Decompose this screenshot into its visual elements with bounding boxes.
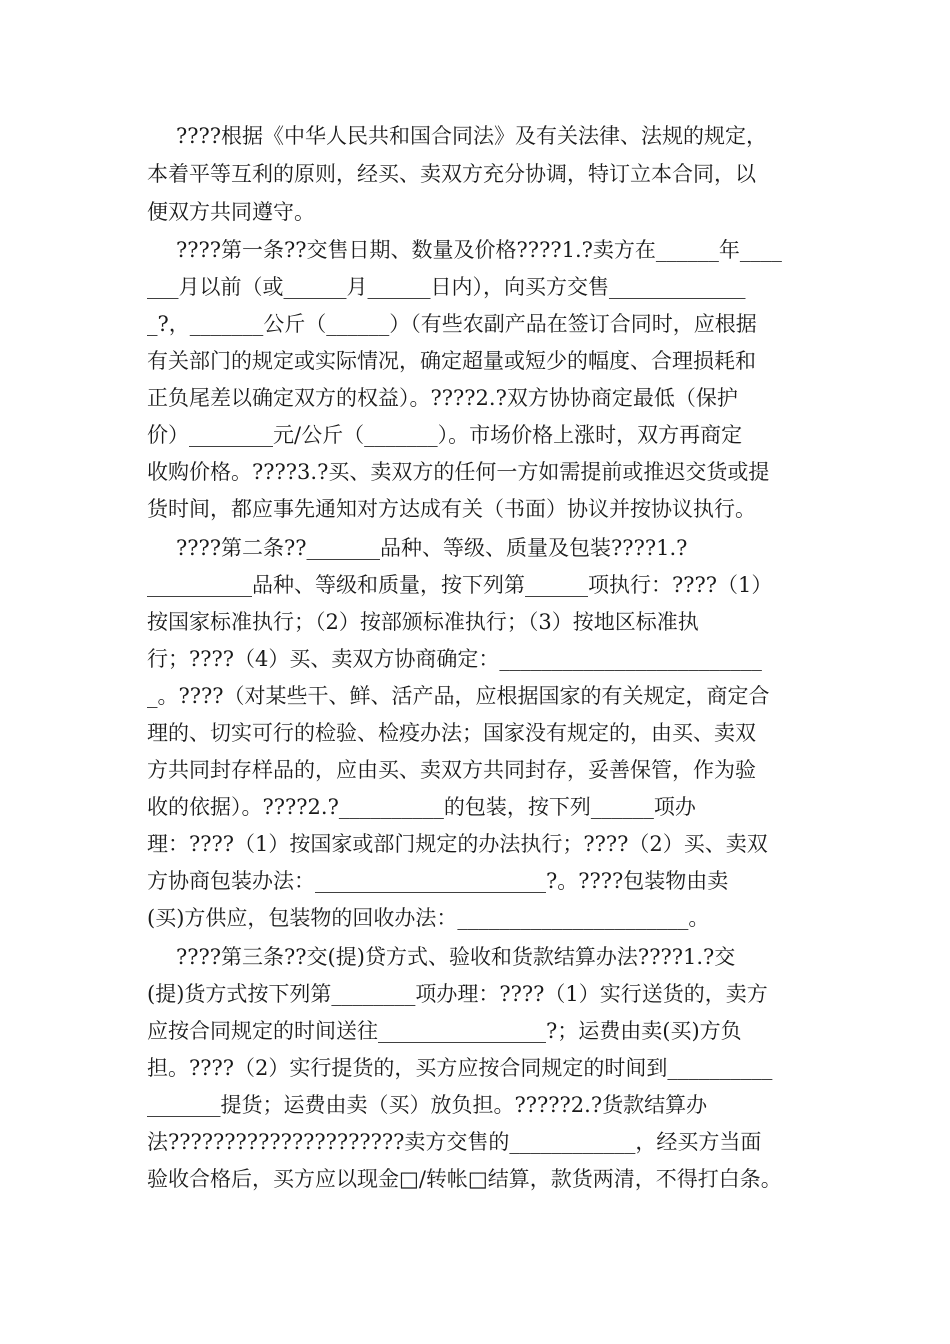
paragraph-line: __________品种、等级和质量，按下列第______项执行：????（1）	[147, 573, 773, 597]
paragraph-line: (提)货方式按下列第________项办理：????（1）实行送货的，卖方	[147, 982, 768, 1006]
paragraph-line: 方共同封存样品的，应由买、卖双方共同封存，妥善保管，作为验	[147, 758, 756, 782]
paragraph-line: 理的、切实可行的检验、检疫办法；国家没有规定的，由买、卖双	[147, 721, 756, 745]
paragraph-line: 货时间，都应事先通知对方达成有关（书面）协议并按协议执行。	[147, 497, 756, 521]
paragraph-line: 方协商包装办法：______________________?。????包装物由卖	[147, 869, 729, 893]
paragraph-line: ????根据《中华人民共和国合同法》及有关法律、法规的规定，	[176, 124, 768, 148]
paragraph-line: 法?????????????????????卖方交售的____________，经买方当面	[147, 1130, 762, 1154]
paragraph-line: _。????（对某些干、鲜、活产品，应根据国家的有关规定，商定合	[147, 684, 770, 708]
paragraph-line: 便双方共同遵守。	[147, 200, 315, 224]
paragraph-line: _?，_______公斤（______）（有些农副产品在签订合同时，应根据	[147, 312, 757, 336]
paragraph-line: 收的依据）。????2.?__________的包装，按下列______项办	[147, 795, 696, 819]
paragraph-line: 正负尾差以确定双方的权益）。????2.?双方协协商定最低（保护	[147, 386, 738, 410]
paragraph-line: 应按合同规定的时间送往________________?；运费由卖(买)方负	[147, 1019, 742, 1043]
paragraph-line: 担。????（2）实行提货的，买方应按合同规定的时间到__________	[147, 1056, 773, 1080]
paragraph-line: (买)方供应，包装物的回收办法：______________________。	[147, 906, 710, 930]
paragraph-line: 有关部门的规定或实际情况，确定超量或短少的幅度、合理损耗和	[147, 349, 756, 373]
paragraph-line: 本着平等互利的原则，经买、卖双方充分协调，特订立本合同，以	[147, 162, 756, 186]
paragraph-line: ????第三条??交(提)贷方式、验收和货款结算办法????1.?交	[176, 945, 736, 969]
paragraph-line: 理：????（1）按国家或部门规定的办法执行；????（2）买、卖双	[147, 832, 768, 856]
paragraph-line: ????第一条??交售日期、数量及价格????1.?卖方在______年____	[176, 238, 782, 262]
paragraph-line: ????第二条??_______品种、等级、质量及包装????1.?	[176, 536, 688, 560]
paragraph-line: _______提货；运费由卖（买）放负担。?????2.?货款结算办	[147, 1093, 708, 1117]
paragraph-line: 行；????（4）买、卖双方协商确定：_________________________	[147, 647, 762, 671]
paragraph-line: 价）________元/公斤（_______）。市场价格上涨时，双方再商定	[147, 423, 743, 447]
paragraph-line: 按国家标准执行；（2）按部颁标准执行；（3）按地区标准执	[147, 610, 699, 634]
paragraph-line: 收购价格。????3.?买、卖双方的任何一方如需提前或推迟交货或提	[147, 460, 770, 484]
paragraph-line: 验收合格后，买方应以现金□/转帐□结算，款货两清，不得打白条。	[147, 1167, 782, 1191]
paragraph-line: ___月以前（或______月______日内），向买方交售_____________	[147, 275, 746, 299]
